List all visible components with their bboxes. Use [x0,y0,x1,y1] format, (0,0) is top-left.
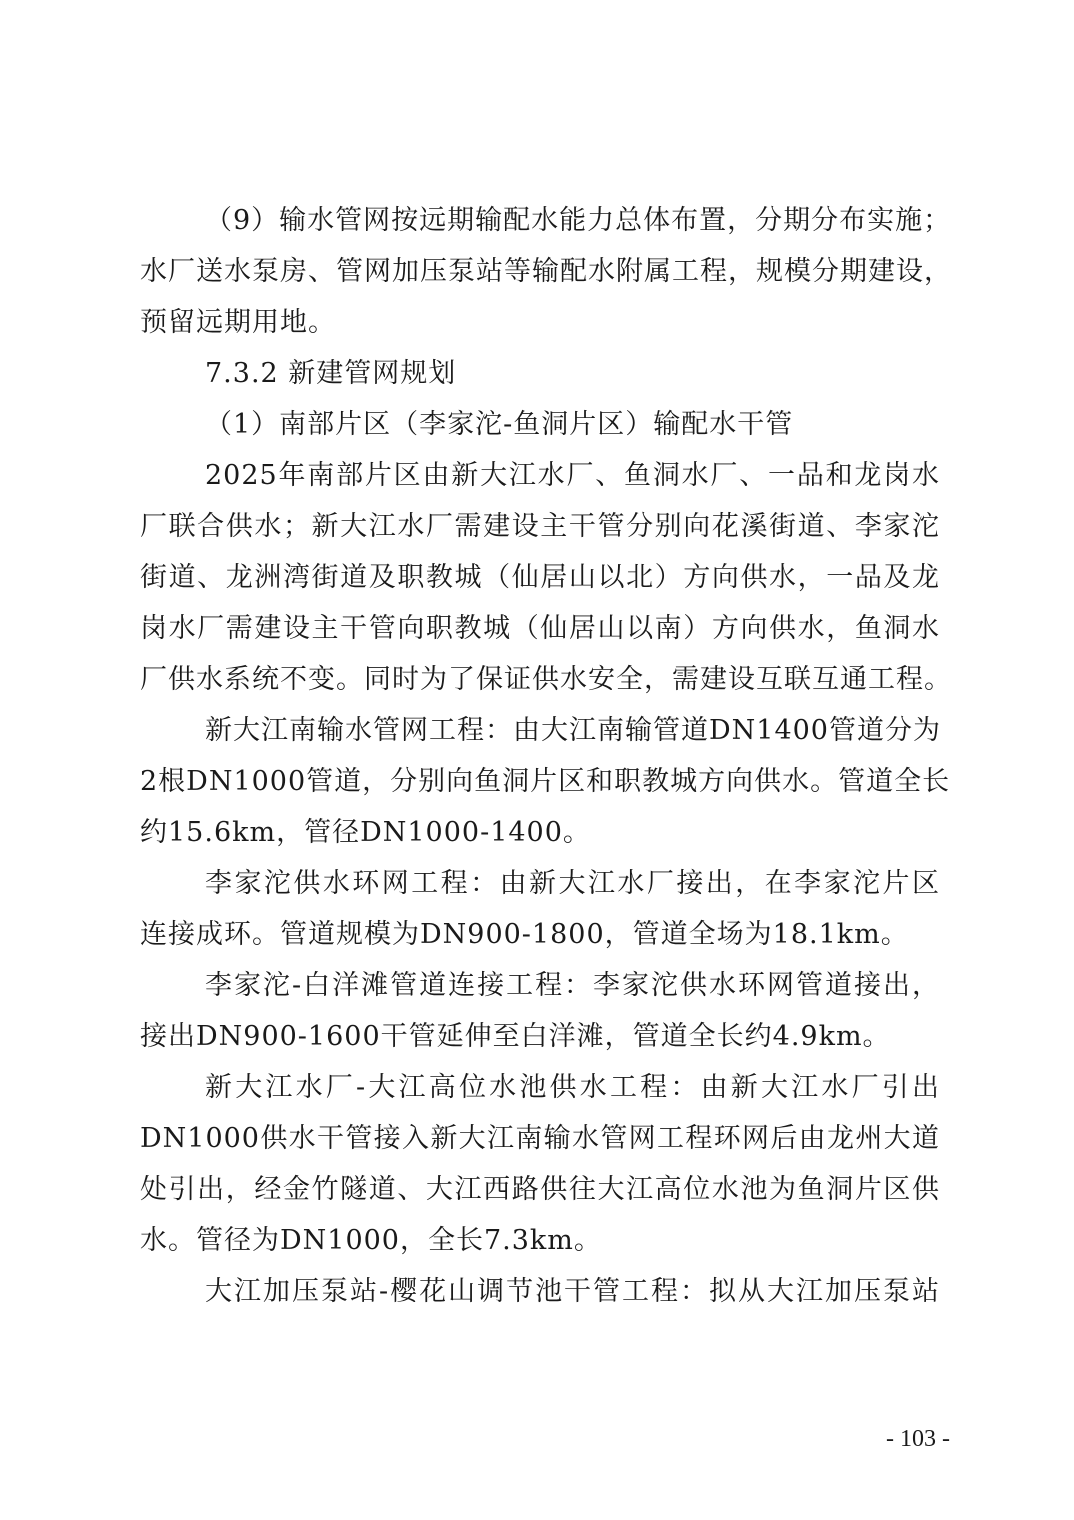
text-line: 接出DN900-1600干管延伸至白洋滩，管道全长约4.9km。 [140,1021,891,1052]
subsection-heading: （1）南部片区（李家沱-鱼洞片区）输配水干管 [205,409,794,440]
text-line: 新大江水厂-大江高位水池供水工程：由新大江水厂引出 [205,1072,940,1103]
text-line: （9）输水管网按远期输配水能力总体布置，分期分布实施； [205,205,952,236]
text-line: 新大江南输水管网工程：由大江南输管道DN1400管道分为 [205,715,941,746]
text-line: 连接成环。管道规模为DN900-1800，管道全场为18.1km。 [140,919,909,950]
text-line: 水厂送水泵房、管网加压泵站等输配水附属工程，规模分期建设， [140,256,952,287]
text-line: 处引出，经金竹隧道、大江西路供往大江高位水池为鱼洞片区供 [140,1174,940,1205]
text-line: 预留远期用地。 [140,307,336,338]
text-line: 大江加压泵站-樱花山调节池干管工程：拟从大江加压泵站 [205,1276,940,1307]
text-line: 厂联合供水；新大江水厂需建设主干管分别向花溪街道、李家沱 [140,511,940,542]
text-line: 约15.6km，管径DN1000-1400。 [140,817,591,848]
text-line: 李家沱-白洋滩管道连接工程：李家沱供水环网管道接出， [205,970,940,1001]
text-line: 2根DN1000管道，分别向鱼洞片区和职教城方向供水。管道全长 [140,766,951,797]
text-line: 街道、龙洲湾街道及职教城（仙居山以北）方向供水，一品及龙 [140,562,940,593]
text-line: 水。管径为DN1000，全长7.3km。 [140,1225,602,1256]
text-line: DN1000供水干管接入新大江南输水管网工程环网后由龙州大道 [140,1123,940,1154]
page-number: - 103 - [886,1426,950,1452]
text-line: 厂供水系统不变。同时为了保证供水安全，需建设互联互通工程。 [140,664,952,695]
text-line: 2025年南部片区由新大江水厂、鱼洞水厂、一品和龙岗水 [205,460,940,491]
text-line: 岗水厂需建设主干管向职教城（仙居山以南）方向供水，鱼洞水 [140,613,940,644]
section-heading: 7.3.2 新建管网规划 [205,358,457,389]
text-line: 李家沱供水环网工程：由新大江水厂接出，在李家沱片区 [205,868,940,899]
